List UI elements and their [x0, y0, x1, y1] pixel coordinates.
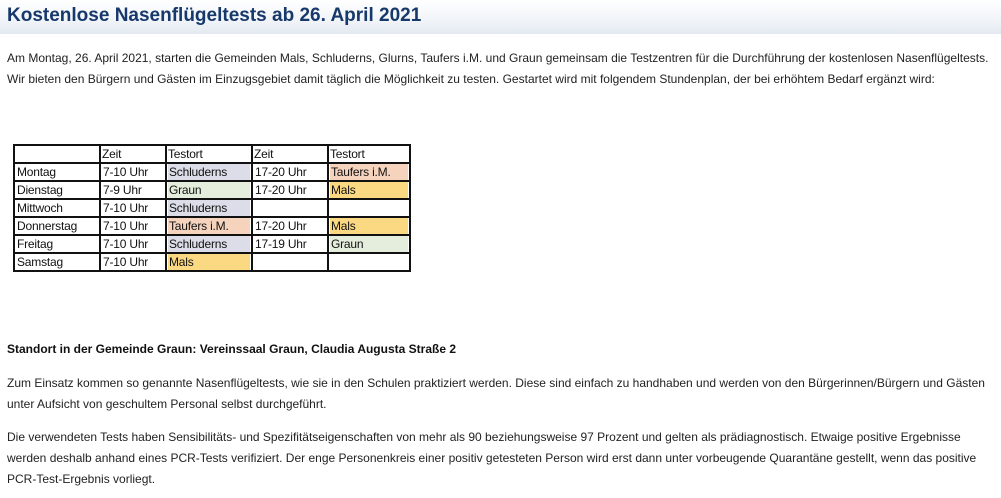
day-cell	[14, 163, 100, 181]
location-cell-text: Mals	[168, 254, 250, 270]
time-cell	[100, 217, 166, 235]
header-cell: Zeit	[252, 145, 328, 163]
time-cell-text: 7-10 Uhr	[103, 255, 149, 269]
table-row	[14, 217, 410, 235]
location-cell	[328, 181, 410, 199]
day-cell-text: Samstag	[17, 255, 63, 269]
time-cell-text: 17-19 Uhr	[255, 237, 307, 251]
location-cell	[166, 163, 252, 181]
location-cell-text	[330, 254, 408, 270]
time-cell	[100, 199, 166, 217]
day-cell-text: Mittwoch	[17, 201, 63, 215]
day-cell-text: Dienstag	[17, 183, 63, 197]
table-row	[14, 253, 410, 271]
time-cell-text: 17-20 Uhr	[255, 165, 307, 179]
time-cell-text: 7-10 Uhr	[103, 165, 149, 179]
time-cell-text: 7-10 Uhr	[103, 219, 149, 233]
location-cell-text: Mals	[330, 218, 408, 234]
time-cell-text: 7-10 Uhr	[103, 237, 149, 251]
sensitivity-paragraph: Die verwendeten Tests haben Sensibilitäts- und Spezifitätseigenschaften von mehr als 90 beziehungsweise 97 Prozent und gelten als prädiagnostisch. Etwaige positive Ergebnisse werden deshalb anhand eines PCR-Tests verifiziert. Der enge Personenkreis einer positiv getesteten Person wird erst dann unter vorbeugende Quarantäne gestellt, wenn das positive PCR-Test-Ergebnis vorliegt.	[7, 430, 977, 486]
location-cell	[328, 217, 410, 235]
location-cell-text: Mals	[330, 182, 408, 198]
time-cell-text: 17-20 Uhr	[255, 183, 307, 197]
time-cell	[100, 253, 166, 271]
location-cell-text: Taufers i.M.	[168, 218, 250, 234]
location-cell	[166, 235, 252, 253]
location-cell-text	[330, 200, 408, 216]
table-header-row	[14, 145, 410, 163]
table-row	[14, 235, 410, 253]
time-cell	[100, 181, 166, 199]
location-cell	[166, 217, 252, 235]
day-cell	[14, 235, 100, 253]
day-cell	[14, 199, 100, 217]
header-cell	[14, 145, 100, 163]
day-cell-text: Freitag	[17, 237, 53, 251]
location-cell	[166, 181, 252, 199]
location-heading: Standort in der Gemeinde Graun: Vereinssaal Graun, Claudia Augusta Straße 2	[7, 342, 457, 356]
time-cell	[252, 235, 328, 253]
header-cell: Testort	[166, 145, 252, 163]
location-cell	[328, 199, 410, 217]
location-cell-text: Schluderns	[168, 236, 250, 252]
time-cell-text: 7-9 Uhr	[103, 183, 142, 197]
time-cell-text	[254, 254, 326, 270]
location-cell	[328, 235, 410, 253]
location-cell	[166, 253, 252, 271]
location-cell-text: Graun	[168, 182, 250, 198]
location-cell-text: Taufers i.M.	[330, 164, 408, 180]
table-row	[14, 163, 410, 181]
tests-paragraph: Zum Einsatz kommen so genannte Nasenflügeltests, wie sie in den Schulen praktiziert werden. Diese sind einfach zu handhaben und werden von den Bürgerinnen/Bürgern und Gästen unter Aufsicht von geschultem Personal selbst durchgeführt.	[7, 376, 985, 411]
page-header	[0, 0, 1001, 34]
location-cell-text: Graun	[330, 236, 408, 252]
location-cell	[166, 199, 252, 217]
page-title: Kostenlose Nasenflügeltests ab 26. April 2021	[7, 5, 422, 26]
day-cell	[14, 181, 100, 199]
header-cell: Testort	[328, 145, 410, 163]
time-cell-text: 17-20 Uhr	[255, 219, 307, 233]
time-cell	[252, 163, 328, 181]
location-cell-text: Schluderns	[168, 200, 250, 216]
time-cell	[100, 163, 166, 181]
day-cell-text: Montag	[17, 165, 56, 179]
table-row	[14, 199, 410, 217]
time-cell	[252, 199, 328, 217]
time-cell	[252, 217, 328, 235]
day-cell-text: Donnerstag	[17, 219, 78, 233]
location-cell	[328, 163, 410, 181]
header-cell: Zeit	[100, 145, 166, 163]
day-cell	[14, 253, 100, 271]
time-cell-text	[254, 200, 326, 216]
location-cell	[328, 253, 410, 271]
time-cell	[252, 181, 328, 199]
table-row	[14, 181, 410, 199]
intro-paragraph: Am Montag, 26. April 2021, starten die Gemeinden Mals, Schluderns, Glurns, Taufers i.M. und Graun gemeinsam die Testzentren für die Durchführung der kostenlosen Nasenflügeltests. Wir bieten den Bürgern und Gästen im Einzugsgebiet damit täglich die Möglichkeit zu testen. Gestartet wird mit folgendem Stundenplan, der bei erhöhtem Bedarf ergänzt wird:	[7, 51, 989, 86]
day-cell	[14, 217, 100, 235]
time-cell-text: 7-10 Uhr	[103, 201, 149, 215]
time-cell	[252, 253, 328, 271]
schedule-table	[13, 144, 411, 272]
time-cell	[100, 235, 166, 253]
location-cell-text: Schluderns	[168, 164, 250, 180]
